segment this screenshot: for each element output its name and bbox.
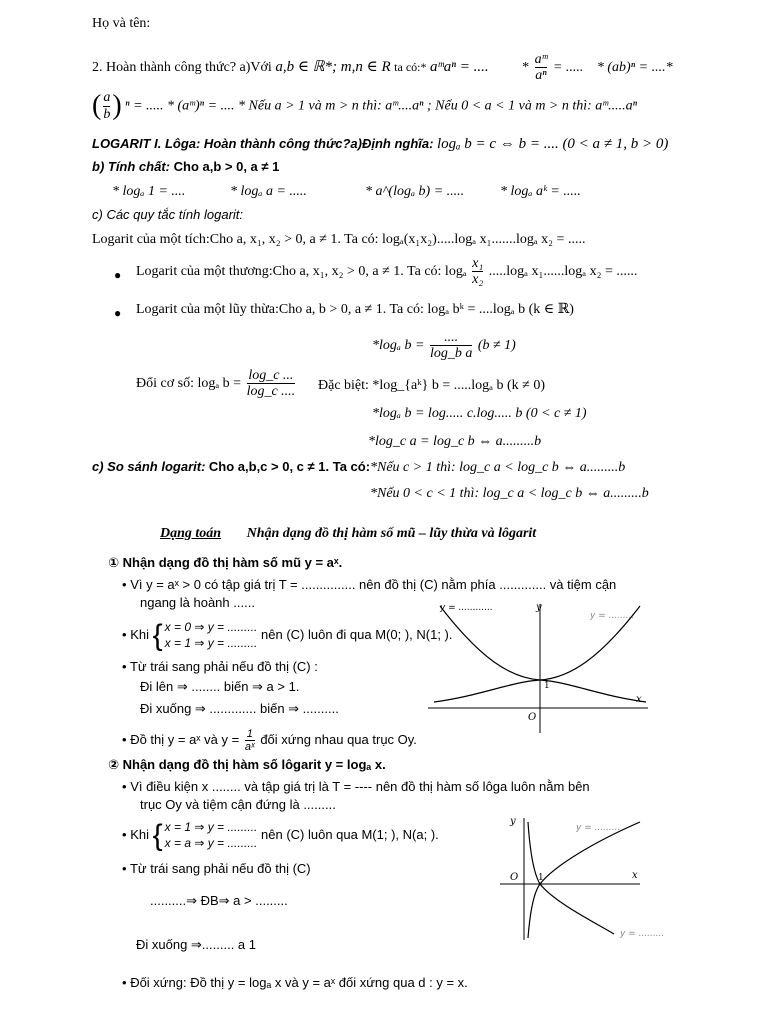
change-base: Đổi cơ số: logₐ b = $\frac{\log\_c ...}{\log\_c ....}$ bbox=[136, 368, 296, 400]
rule-product: Logarit của một tích:Cho a, x₁, x₂ > 0, a ≠ 1. Ta có: logₐ(x₁x₂).....logₐ x₁.......logₐ x₂ = ..... bbox=[92, 232, 586, 247]
bullet-icon: ● bbox=[114, 268, 122, 282]
task-line: 2. Hoàn thành công thức? a)Với a,b ∈ ℝ*; m,n ∈ R ta có:* aᵐaⁿ = .... * $\frac{\text{aᵐ}}{\text{aⁿ}}$ = ..... * (ab)ⁿ = ....* bbox=[92, 52, 673, 84]
bullet-icon: ● bbox=[114, 306, 122, 320]
exponential-graph bbox=[420, 598, 660, 738]
s1-bullet-1: • Vì y = aˣ > 0 có tập giá trị T = ............... nên đồ thị (C) nằm phía ............. và tiệm cận bbox=[122, 577, 617, 592]
s2-bullet-2: • Khi { x = 1 ⇒ y = ......... x = a ⇒ y = ......... nên (C) luôn qua M(1; ), N(a; ). bbox=[122, 818, 439, 852]
formula-ab-power: * (ab)ⁿ = ....* bbox=[596, 60, 673, 76]
s2-bullet-1: • Vì điều kiện x ........ và tập giá trị là T = ---- nên đồ thị hàm số lôga luôn nằm bên bbox=[122, 779, 590, 794]
g1-origin-label: O bbox=[528, 712, 537, 723]
g2-one-label: 1 bbox=[538, 873, 544, 883]
increasing-log-curve bbox=[528, 822, 640, 938]
special-4: *log_c a = log_c b ⇔ a.........b bbox=[368, 434, 542, 449]
formula-fraction-ab: $\frac{a}{b}$ bbox=[103, 90, 111, 122]
properties-title: b) Tính chất: bbox=[92, 159, 170, 174]
g1-right-label: y = ......... bbox=[590, 611, 635, 621]
properties-condition: Cho a,b > 0, a ≠ 1 bbox=[173, 159, 280, 174]
s1-bullet-2: • Khi { x = 0 ⇒ y = ......... x = 1 ⇒ y = ......... nên (C) luôn đi qua M(0; ), N(1; ). bbox=[122, 618, 453, 652]
g2-x-label: x bbox=[632, 870, 638, 881]
s1-bullet-3b: Đi xuống ⇒ ............. biến ⇒ .......... bbox=[140, 701, 339, 716]
rules-title: c) Các quy tắc tính logarit: bbox=[92, 207, 244, 222]
rule-power: Logarit của một lũy thừa:Cho a, b > 0, a ≠ 1. Ta có: logₐ bᵏ = ....logₐ b (k ∈ ℝ) bbox=[136, 302, 574, 317]
section-2-title: ② Nhận dạng đồ thị hàm số lôgarit y = logₐ x. bbox=[108, 757, 386, 772]
g2-y-label: y bbox=[510, 816, 516, 827]
dangtoan-title: Dạng toán Nhận dạng đồ thị hàm số mũ – lũy thừa và lôgarit bbox=[160, 526, 537, 541]
s2-bullet-3b: Đi xuống ⇒......... a 1 bbox=[136, 937, 257, 952]
s1-bullet-1b: ngang là hoành ...... bbox=[140, 595, 255, 610]
s2-bullet-1b: trục Oy và tiệm cận đứng là ......... bbox=[140, 797, 336, 812]
s1-bullet-3: • Từ trái sang phải nếu đồ thị (C) : bbox=[122, 659, 318, 674]
properties-heading bbox=[92, 160, 279, 175]
s1-bullet-4: • Đồ thị y = aˣ và y = $\frac{1}{\text{aˣ}}$ đối xứng nhau qua trục Oy. bbox=[122, 728, 417, 754]
property-item: * logₐ 1 = .... bbox=[112, 184, 186, 199]
name-line: Họ và tên: bbox=[92, 16, 151, 31]
special-1: *logₐ b = .... log_b a (b ≠ 1) bbox=[372, 330, 516, 362]
logarit-title: LOGARIT I. Lôga: Hoàn thành công thức?a)Định nghĩa: bbox=[92, 136, 434, 151]
g1-left-label: y = ............ bbox=[440, 603, 493, 613]
compare-heading: c) So sánh logarit: Cho a,b,c > 0, c ≠ 1. Ta có: bbox=[92, 459, 371, 474]
special-2: Đặc biệt: *log_{aᵏ} b = .....logₐ b (k ≠ 0) bbox=[318, 378, 546, 393]
logarit-definition: logₐ b = c ⇔ b = .... (0 < a ≠ 1, b > 0) bbox=[436, 136, 669, 152]
s2-bullet-3: • Từ trái sang phải nếu đồ thị (C) bbox=[122, 861, 311, 876]
rule-quotient: Logarit của một thương:Cho a, x₁, x₂ > 0, a ≠ 1. Ta có: logₐ $\frac{\text{x₁}}{\text{x₂}}$ .....logₐ x₁......logₐ x₂ = ...... bbox=[136, 256, 638, 288]
formula-line-2: ( $\frac{a}{b}$ ) ⁿ = ..... * (aᵐ)ⁿ = .... * Nếu a > 1 và m > n thì: aᵐ....aⁿ ; Nếu 0 < a < 1 và m > n thì: aᵐ.....aⁿ bbox=[92, 90, 638, 122]
formula-quotient-rest: = ..... bbox=[552, 60, 584, 76]
compare-2: *Nếu 0 < c < 1 thì: log_c a < log_c b ⇔ a.........b bbox=[370, 486, 649, 501]
s2-bullet-4: • Đối xứng: Đồ thị y = logₐ x và y = aˣ đối xứng qua d : y = x. bbox=[122, 975, 468, 990]
formula-product-power: aᵐaⁿ = .... bbox=[429, 59, 489, 76]
properties-list bbox=[112, 184, 752, 200]
g1-y-label: y bbox=[536, 602, 542, 613]
task-taco: ta có:* bbox=[394, 60, 427, 75]
property-item: * logₐ a = ..... bbox=[230, 184, 307, 199]
g1-x-label: x bbox=[636, 694, 642, 705]
formula-quotient-power: $\frac{\text{aᵐ}}{\text{aⁿ}}$ bbox=[534, 52, 548, 84]
g2-bottom-label: y = ......... bbox=[620, 929, 664, 939]
logarithm-graph bbox=[494, 812, 664, 944]
special-3: *logₐ b = log..... c.log..... b (0 < c ≠ 1) bbox=[372, 406, 587, 421]
logarit-heading bbox=[92, 136, 668, 153]
property-item: * a^(logₐ b) = ..... bbox=[365, 184, 465, 199]
g2-origin-label: O bbox=[510, 872, 519, 883]
s1-bullet-3a: Đi lên ⇒ ........ biến ⇒ a > 1. bbox=[140, 679, 300, 694]
g2-top-label: y = ......... bbox=[576, 823, 621, 833]
g1-one-label: 1 bbox=[544, 681, 550, 691]
section-1-title: ① Nhận dạng đồ thị hàm số mũ y = aˣ. bbox=[108, 555, 343, 570]
task-label: 2. Hoàn thành công thức? a)Với bbox=[92, 60, 272, 76]
compare-1: *Nếu c > 1 thì: log_c a < log_c b ⇔ a.........b bbox=[370, 460, 626, 475]
task-condition: a,b ∈ ℝ*; m,n ∈ R bbox=[275, 59, 391, 76]
property-item: * logₐ aᵏ = ..... bbox=[500, 184, 581, 199]
formula-line-2-rest: ⁿ = ..... * (aᵐ)ⁿ = .... * Nếu a > 1 và m > n thì: aᵐ....aⁿ ; Nếu 0 < a < 1 và m > n thì: aᵐ.....aⁿ bbox=[125, 98, 638, 114]
s2-bullet-3a: ..........⇒ ĐB⇒ a > ......... bbox=[150, 893, 288, 908]
